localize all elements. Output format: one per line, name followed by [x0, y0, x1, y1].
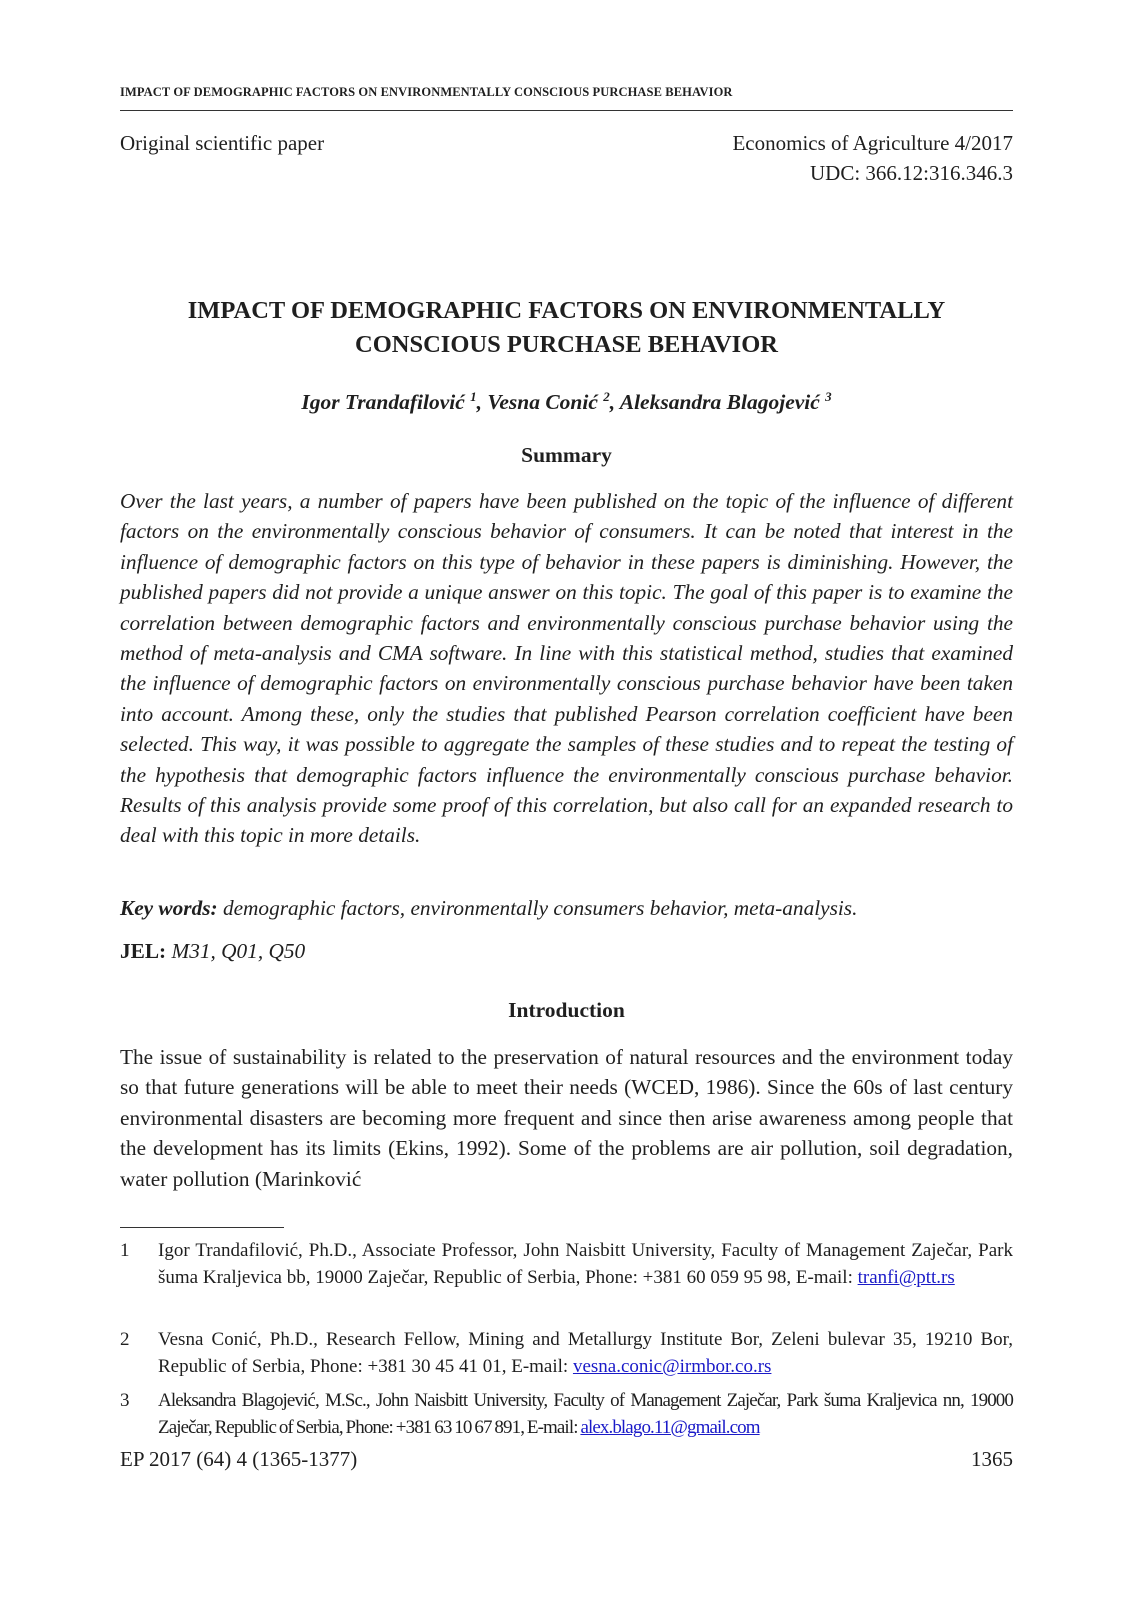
- running-head: IMPACT OF DEMOGRAPHIC FACTORS ON ENVIRONMENTALLY CONSCIOUS PURCHASE BEHAVIOR: [120, 85, 733, 99]
- jel-codes: [120, 939, 1013, 964]
- title-line-2: CONSCIOUS PURCHASE BEHAVIOR: [355, 331, 778, 358]
- author-name: Igor Trandafilović: [301, 390, 465, 415]
- summary-text: Over the last years, a number of papers have been published on the topic of the influence of different factors on the environmentally conscious behavior of consumers. It can be noted that interest in the influence of demographic factors on this type of behavior in these papers is diminishing. However, the published papers did not provide a unique answer on this topic. The goal of this paper is to examine the correlation between demographic factors and environmentally conscious purchase behavior using the method of meta-analysis and CMA software. In line with this statistical method, studies that examined the influence of demographic factors on environmentally conscious purchase behavior have been taken into account. Among these, only the studies that published Pearson correlation coefficient have been selected. This way, it was possible to aggregate the samples of these studies and to repeat the testing of the hypothesis that demographic factors influence the environmentally conscious purchase behavior. Results of this analysis provide some proof of this correlation, but also call for an expanded research to deal with this topic in more details.: [120, 489, 1013, 848]
- author-name: Vesna Conić: [487, 390, 598, 415]
- page-number: 1365: [971, 1447, 1013, 1471]
- introduction-text: The issue of sustainability is related to the preservation of natural resources and the environment today so that future generations will be able to meet their needs (WCED, 1986). Since the 60s of last century environmental disasters are becoming more frequent and since then arise awareness among people that the development has its limits (Ekins, 1992). Some of the problems are air pollution, soil degradation, water pollution (Marinković: [120, 1045, 1013, 1191]
- author-affiliation-mark: 2: [603, 389, 610, 404]
- footnote-number: 1: [120, 1240, 130, 1261]
- email-link[interactable]: vesna.conic@irmbor.co.rs: [572, 1356, 772, 1377]
- udc-code: UDC: 366.12:316.346.3: [809, 161, 1013, 185]
- email-link[interactable]: alex.blago.11@gmail.com: [580, 1417, 760, 1438]
- journal-info: [732, 128, 1013, 188]
- author-affiliation-mark: 3: [825, 389, 832, 404]
- footnote-number: 3: [120, 1390, 130, 1411]
- author-list: Igor Trandafilović $^1$, Vesna Conić $^2$, Aleksandra Blagojević $^3$: [301, 389, 832, 415]
- paper-type: Original scientific paper: [120, 131, 325, 155]
- summary-heading: Summary: [521, 443, 612, 467]
- jel-text: M31, Q01, Q50: [171, 939, 306, 963]
- paper-title: [120, 294, 1013, 362]
- footnote-3: [120, 1387, 1013, 1441]
- title-line-1: IMPACT OF DEMOGRAPHIC FACTORS ON ENVIRONMENTALLY: [187, 297, 946, 324]
- keywords-text: demographic factors, environmentally consumers behavior, meta-analysis.: [222, 896, 858, 920]
- footnote-rule: [120, 1227, 284, 1228]
- journal-name: Economics of Agriculture 4/2017: [732, 131, 1013, 155]
- email-link[interactable]: tranfi@ptt.rs: [857, 1267, 955, 1288]
- jel-label: JEL:: [120, 939, 167, 963]
- footnote-number: 2: [120, 1329, 130, 1350]
- author-affiliation-mark: 1: [470, 389, 477, 404]
- keywords-label: Key words:: [120, 896, 218, 920]
- author-name: Aleksandra Blagojević: [619, 390, 820, 415]
- footer-citation: EP 2017 (64) 4 (1365-1377): [120, 1447, 358, 1471]
- keywords: [120, 896, 1013, 921]
- header-rule: [120, 110, 1013, 111]
- footnote-text: Aleksandra Blagojević, M.Sc., John Naisbitt University, Faculty of Management Zaječar, Park šuma Kraljevica nn, 19000 Zaječar, Republic of Serbia, Phone: +381 63 10 67 891, E-mail:: [158, 1390, 1013, 1438]
- footnote-1: [120, 1237, 1013, 1291]
- footnote-2: [120, 1326, 1013, 1380]
- footnote-text: Igor Trandafilović, Ph.D., Associate Professor, John Naisbitt University, Faculty of Management Zaječar, Park šuma Kraljevica bb, 19000 Zaječar, Republic of Serbia, Phone: +381 60 059 95 98, E-mail:: [158, 1240, 1013, 1288]
- footnote-text: Vesna Conić, Ph.D., Research Fellow, Mining and Metallurgy Institute Bor, Zeleni bulevar 35, 19210 Bor, Republic of Serbia, Phone: +381 30 45 41 01, E-mail:: [158, 1329, 1013, 1377]
- introduction-heading: Introduction: [508, 998, 625, 1022]
